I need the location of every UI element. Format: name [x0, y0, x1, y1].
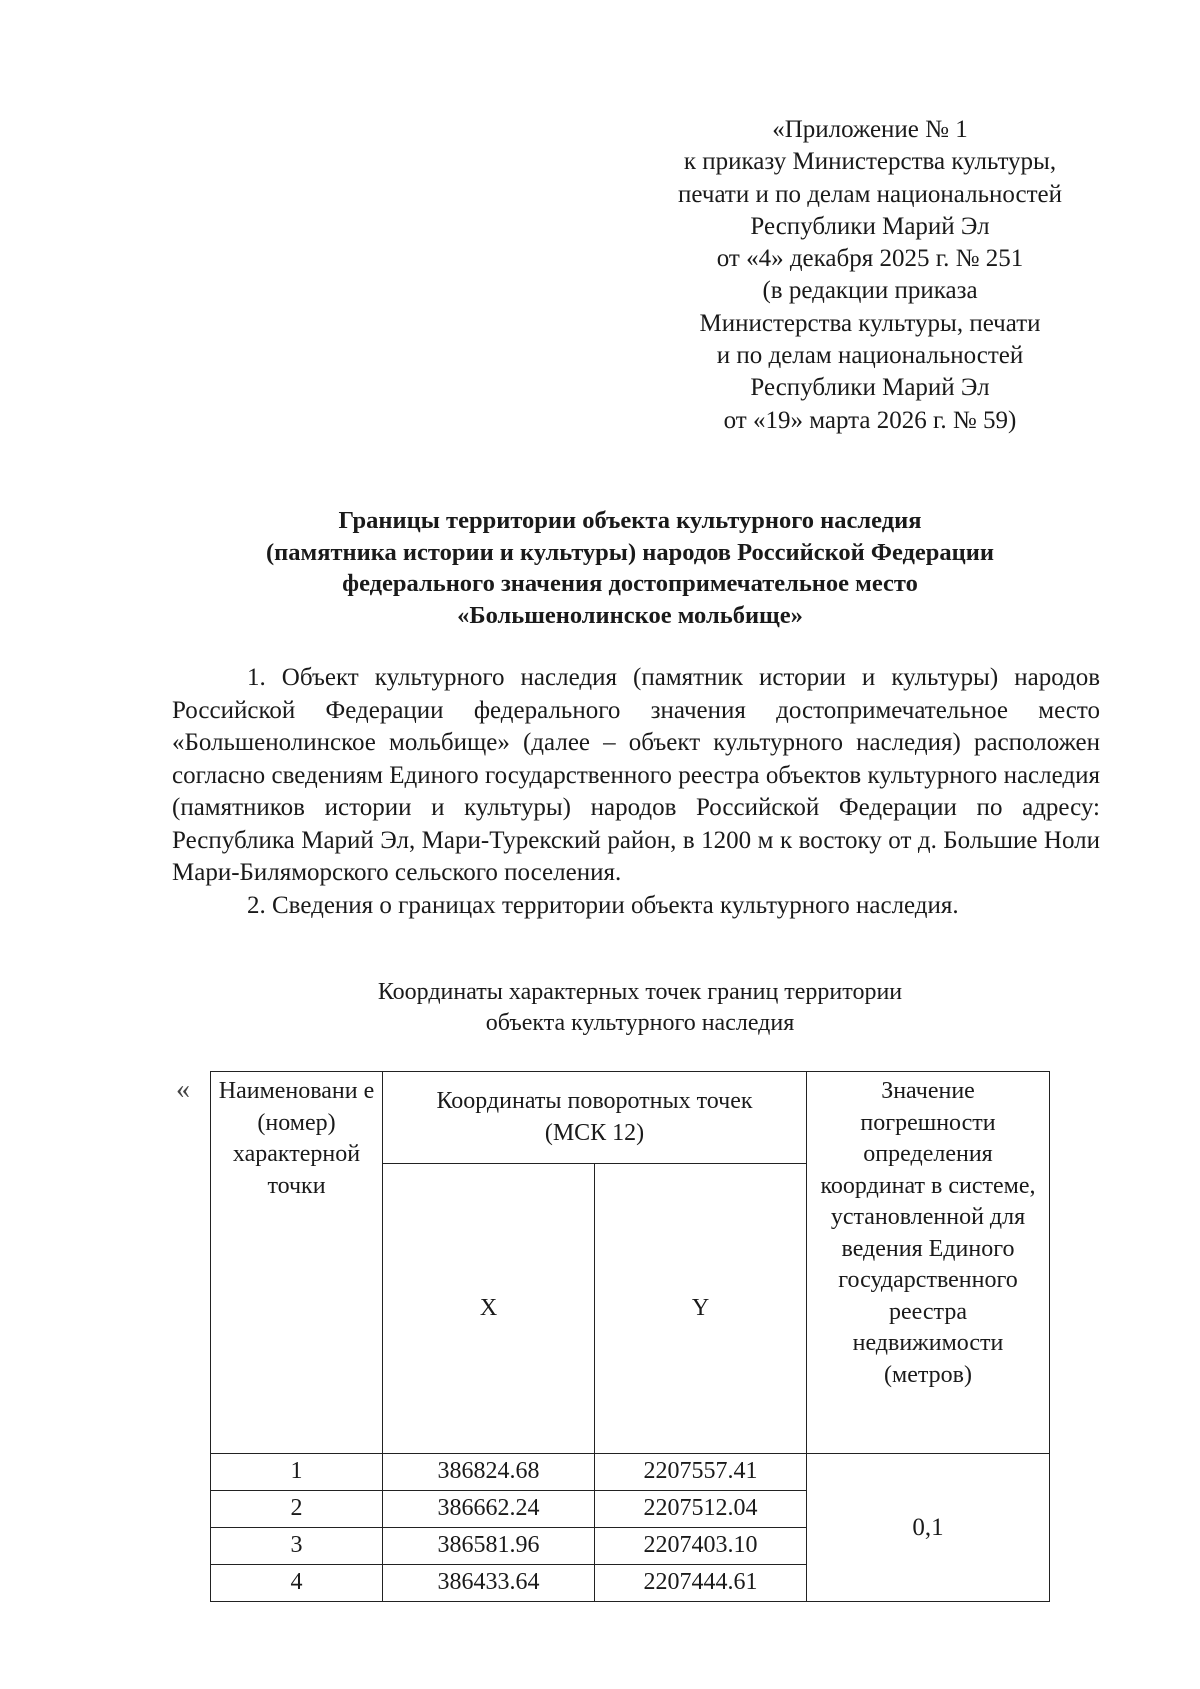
header-y: Y: [595, 1164, 807, 1454]
coordinates-table: [210, 1071, 1050, 1602]
appendix-line: «Приложение № 1: [772, 116, 968, 143]
appendix-line: печати и по делам национальностей: [678, 180, 1062, 208]
document-body: [172, 662, 1100, 922]
appendix-line: Республики Марий Эл: [750, 374, 990, 402]
cell-point-number: 2: [211, 1491, 383, 1528]
header-coordinates-text: Координаты поворотных точек (МСК 12): [436, 1088, 753, 1146]
header-point-name: [211, 1072, 383, 1454]
appendix-line: к приказу Министерства культуры,: [683, 148, 1057, 176]
cell-y: 2207512.04: [595, 1491, 807, 1528]
header-coordinates: [383, 1072, 807, 1164]
document-title: [160, 505, 1100, 631]
cell-x: 386662.24: [383, 1491, 595, 1528]
table-caption-line: объекта культурного наследия: [485, 1010, 795, 1036]
table-caption-line: Координаты характерных точек границ территории: [377, 979, 903, 1005]
cell-y: 2207557.41: [595, 1454, 807, 1491]
title-line: Границы территории объекта культурного наследия: [338, 507, 922, 534]
cell-x: 386824.68: [383, 1454, 595, 1491]
appendix-header: [610, 114, 1130, 437]
cell-y: 2207444.61: [595, 1565, 807, 1602]
cell-error-value: 0,1: [807, 1454, 1050, 1602]
cell-point-number: 3: [211, 1528, 383, 1565]
table-open-quote: «: [176, 1074, 190, 1105]
header-error-text: Значение погрешности определения координат в системе, установленной для ведения Единого государственного реестра недвижимости (метров): [820, 1078, 1036, 1388]
cell-x: 386433.64: [383, 1565, 595, 1602]
appendix-line: Министерства культуры, печати: [699, 309, 1041, 337]
cell-point-number: 4: [211, 1565, 383, 1602]
paragraph-2: 2. Сведения о границах территории объекта культурного наследия.: [247, 891, 959, 919]
table-caption: [300, 977, 980, 1039]
paragraph-1: 1. Объект культурного наследия (памятник истории и культуры) народов Российской Федерации федерального значения достопримечательное место «Большенолинское мольбище» (далее – объект культурного наследия) расположен согласно сведениям Единого государственного реестра объектов культурного наследия (памятников истории и культуры) народов Российской Федерации по адресу: Республика Марий Эл, Мари-Турекский район, в 1200 м к востоку от д. Большие Ноли Мари-Биляморского сельского поселения.: [172, 664, 1100, 886]
cell-x: 386581.96: [383, 1528, 595, 1565]
appendix-line: от «4» декабря 2025 г. № 251: [716, 245, 1024, 273]
title-line: (памятника истории и культуры) народов Российской Федерации: [266, 538, 994, 566]
header-error: [807, 1072, 1050, 1454]
cell-point-number: 1: [211, 1454, 383, 1491]
table-row: [211, 1454, 1050, 1491]
appendix-line: от «19» марта 2026 г. № 59): [723, 406, 1017, 434]
title-line: «Большенолинское мольбище»: [457, 601, 803, 629]
header-x: X: [383, 1164, 595, 1454]
cell-y: 2207403.10: [595, 1528, 807, 1565]
appendix-line: и по делам национальностей: [716, 342, 1024, 370]
title-line: федерального значения достопримечательное место: [342, 570, 918, 597]
header-point-name-text: Наименовани е (номер) характерной точки: [218, 1078, 375, 1199]
appendix-line: (в редакции приказа: [762, 277, 978, 305]
appendix-line: Республики Марий Эл: [750, 212, 990, 240]
